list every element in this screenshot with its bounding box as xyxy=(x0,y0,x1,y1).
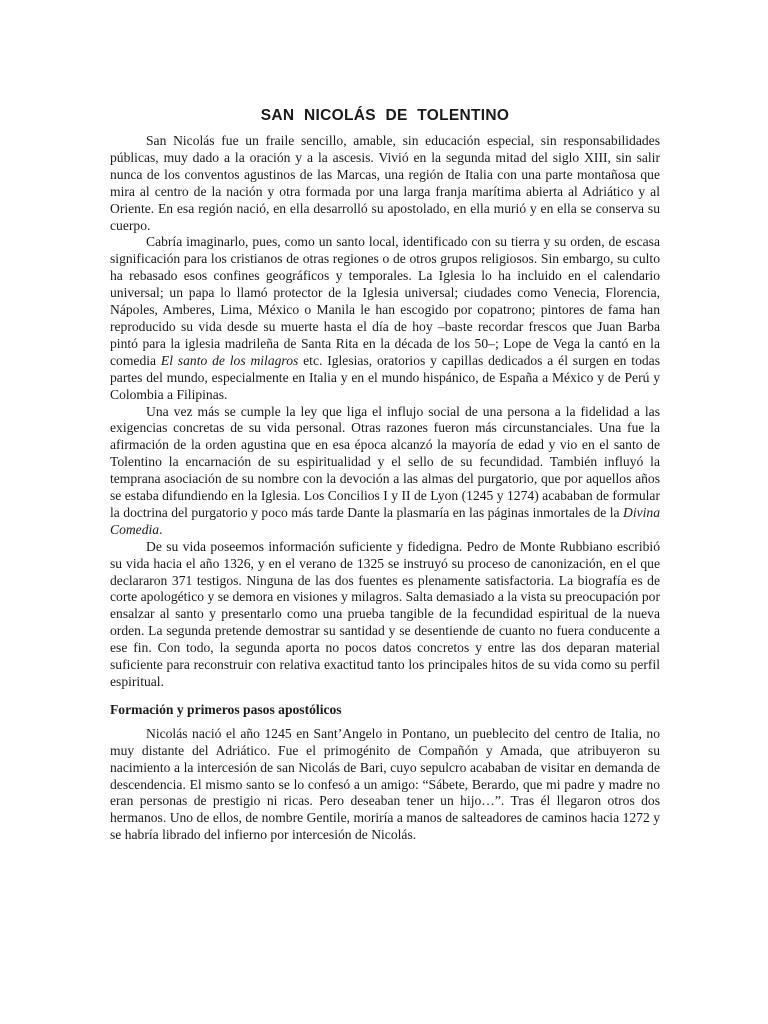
paragraph-3-text-after: . xyxy=(159,521,163,537)
paragraph-2-text-after: etc. Iglesias, oratorios y capillas dedicados a él surgen en todas partes del mundo, especialmente en Italia y en el mundo hispánico, de España a México y de Perú y Colombia a Filipinas. xyxy=(110,352,660,402)
section-heading: Formación y primeros pasos apostólicos xyxy=(110,701,342,717)
document-page xyxy=(110,100,660,844)
paragraph-2-text-before: Cabría imaginarlo, pues, como un santo local, identificado con su tierra y su orden, de escasa significación para los cristianos de otras regiones o de otros grupos religiosos. Sin embargo, su culto ha rebasado esos confines geográficos y temporales. La Iglesia lo ha incluido en el calendario universal; un papa lo llamó protector de la Iglesia universal; ciudades como Venecia, Florencia, Nápoles, Amberes, Lima, México o Manila le han escogido por copatrono; pintores de fama han reproducido su vida desde su muerte hasta el día de hoy –baste recordar frescos que Juan Barba pintó para la iglesia madrileña de Santa Rita en la década de los 50–; Lope de Vega la cantó en la comedia xyxy=(110,234,660,368)
paragraph-2 xyxy=(110,234,660,403)
document-title: SAN NICOLÁS DE TOLENTINO xyxy=(260,107,510,124)
paragraph-1: San Nicolás fue un fraile sencillo, amable, sin educación especial, sin responsabilidades públicas, muy dado a la oración y a la ascesis. Vivió en la segunda mitad del siglo XIII, sin salir nunca de los conventos agustinos de las Marcas, una región de Italia con una parte montañosa que mira al centro de la nación y otra formada por una larga franja marítima abierta al Adriático y al Oriente. En esa región nació, en ella desarrolló su apostolado, en ella murió y en ella se conserva su cuerpo. xyxy=(110,133,660,233)
paragraph-4: De su vida poseemos información suficiente y fidedigna. Pedro de Monte Rubbiano escribió su vida hacia el año 1326, y en el verano de 1325 se instruyó su proceso de canonización, en el que declararon 371 testigos. Ninguna de las dos fuentes es plenamente satisfactoria. La biografía es de corte apologético y se demora en visiones y milagros. Salta demasiado a la vista su preocupación por ensalzar al santo y presentarlo como una prueba tangible de la fecundidad espiritual de la nueva orden. La segunda pretende demostrar su santidad y se desentiende de cuanto no fuera conducente a ese fin. Con todo, la segunda aporta no pocos datos concretos y entre las dos deparan material suficiente para reconstruir con relativa exactitud tanto los principales hitos de su vida como su perfil espiritual. xyxy=(110,538,660,689)
section-paragraph: Nicolás nació el año 1245 en Sant’Angelo in Pontano, un pueblecito del centro de Italia, no muy distante del Adriático. Fue el primogénito de Compañón y Amada, que atribuyeron su nacimiento a la intercesión de san Nicolás de Bari, cuyo sepulcro acababan de visitar en demanda de descendencia. El mismo santo se lo confesó a un amigo: “Sábete, Berardo, que mi padre y madre no eran personas de prestigio ni ricas. Pero deseaban tener un hijo…”. Tras él llegaron otros dos hermanos. Uno de ellos, de nombre Gentile, moriría a manos de salteadores de caminos hacia 1272 y se habría librado del infierno por intercesión de Nicolás. xyxy=(110,725,660,843)
paragraph-3-text-before: Una vez más se cumple la ley que liga el influjo social de una persona a la fidelidad a las exigencias concretas de su vida personal. Otras razones fueron más circunstanciales. Una fue la afirmación de la orden agustina que en esa época alcanzó la mayoría de edad y vio en el santo de Tolentino la encarnación de su espiritualidad y el sello de su fecundidad. También influyó la temprana asociación de su nombre con la devoción a las almas del purgatorio, que por aquellos años se estaba difundiendo en la Iglesia. Los Concilios I y II de Lyon (1245 y 1274) acababan de formular la doctrina del purgatorio y poco más tarde Dante la plasmaría en las páginas inmortales de la xyxy=(110,403,660,520)
paragraph-3-italic-title: Divina Comedia xyxy=(110,504,660,537)
paragraph-3 xyxy=(110,404,660,539)
paragraph-2-italic-title: El santo de los milagros xyxy=(160,352,299,368)
